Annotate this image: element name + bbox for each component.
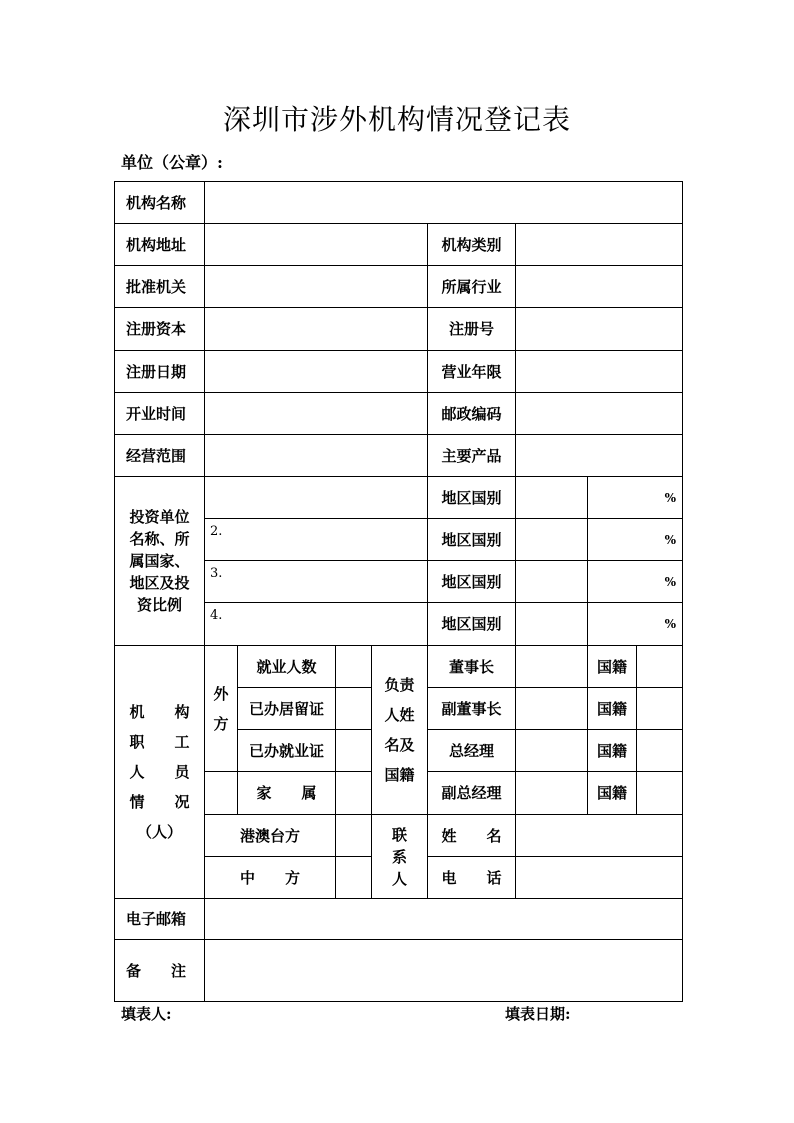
investors-label-line: 地区及投 <box>129 574 190 592</box>
residence-permit-field[interactable] <box>336 688 372 730</box>
chinese-side-label: 中 方 <box>205 857 336 899</box>
approval-authority-label: 批准机关 <box>115 266 205 308</box>
postal-code-label: 邮政编码 <box>428 393 516 435</box>
investors-label-line: 属国家、 <box>129 552 190 570</box>
investor-3-region-field[interactable] <box>516 561 588 603</box>
hk-macau-taiwan-label: 港澳台方 <box>205 815 336 857</box>
business-term-label: 营业年限 <box>428 351 516 393</box>
business-term-field[interactable] <box>516 351 683 393</box>
general-manager-nationality-field[interactable] <box>637 730 683 772</box>
org-name-field[interactable] <box>205 182 683 224</box>
org-name-label: 机构名称 <box>115 182 205 224</box>
deputy-gm-nationality-label: 国籍 <box>588 772 637 815</box>
investor-1-field[interactable] <box>205 477 428 519</box>
vice-chairman-nationality-label: 国籍 <box>588 688 637 730</box>
industry-field[interactable] <box>516 266 683 308</box>
registration-no-label: 注册号 <box>428 308 516 351</box>
investor-3-field[interactable]: 3. <box>205 561 428 603</box>
contact-name-label: 姓 名 <box>428 815 516 857</box>
staff-label <box>115 646 205 899</box>
foreign-side-char: 方 <box>213 714 229 733</box>
contact-person-char: 系 <box>391 847 407 866</box>
remarks-label: 备 注 <box>115 940 205 1002</box>
filler-label: 填表人: <box>121 1005 172 1023</box>
postal-code-field[interactable] <box>516 393 683 435</box>
work-permit-label: 已办就业证 <box>238 730 336 772</box>
contact-name-field[interactable] <box>516 815 683 857</box>
investor-4-region-field[interactable] <box>516 603 588 646</box>
chairman-nationality-label: 国籍 <box>588 646 637 688</box>
org-address-field[interactable] <box>205 224 428 266</box>
business-scope-label: 经营范围 <box>115 435 205 477</box>
contact-person-char: 联 <box>391 825 407 844</box>
staff-label-line: 人 员 <box>129 763 190 781</box>
investor-3-percent[interactable]: % <box>588 561 683 603</box>
investor-2-field[interactable]: 2. <box>205 519 428 561</box>
contact-phone-label: 电 话 <box>428 857 516 899</box>
investors-label <box>115 477 205 646</box>
contact-phone-field[interactable] <box>516 857 683 899</box>
investor-2-region-field[interactable] <box>516 519 588 561</box>
email-label: 电子邮箱 <box>115 899 205 940</box>
org-type-label: 机构类别 <box>428 224 516 266</box>
staff-label-line: 职 工 <box>129 733 190 751</box>
chairman-name-field[interactable] <box>516 646 588 688</box>
business-scope-field[interactable] <box>205 435 428 477</box>
residence-permit-label: 已办居留证 <box>238 688 336 730</box>
leaders-label-line: 负责 <box>384 676 415 694</box>
general-manager-name-field[interactable] <box>516 730 588 772</box>
general-manager-label: 总经理 <box>428 730 516 772</box>
vice-chairman-nationality-field[interactable] <box>637 688 683 730</box>
contact-person-label <box>372 815 428 899</box>
investor-1-percent[interactable]: % <box>588 477 683 519</box>
approval-authority-field[interactable] <box>205 266 428 308</box>
org-type-field[interactable] <box>516 224 683 266</box>
staff-label-line: 机 构 <box>129 703 190 721</box>
registered-capital-label: 注册资本 <box>115 308 205 351</box>
registration-no-field[interactable] <box>516 308 683 351</box>
foreign-side-blank <box>205 772 238 815</box>
investors-label-line: 资比例 <box>136 596 182 614</box>
vice-chairman-label: 副董事长 <box>428 688 516 730</box>
deputy-gm-label: 副总经理 <box>428 772 516 815</box>
investor-2-region-label: 地区国别 <box>428 519 516 561</box>
remarks-field[interactable] <box>205 940 683 1002</box>
form-title: 深圳市涉外机构情况登记表 <box>222 103 571 136</box>
org-address-label: 机构地址 <box>115 224 205 266</box>
investor-1-region-label: 地区国别 <box>428 477 516 519</box>
registered-capital-field[interactable] <box>205 308 428 351</box>
chairman-nationality-field[interactable] <box>637 646 683 688</box>
main-products-label: 主要产品 <box>428 435 516 477</box>
staff-label-line: 情 况 <box>129 793 190 811</box>
investor-4-field[interactable]: 4. <box>205 603 428 646</box>
employed-count-label: 就业人数 <box>238 646 336 688</box>
family-members-field[interactable] <box>336 772 372 815</box>
investors-label-line: 投资单位 <box>129 508 190 526</box>
employed-count-field[interactable] <box>336 646 372 688</box>
leaders-label <box>372 646 428 815</box>
leaders-label-line: 人姓 <box>384 706 415 724</box>
main-products-field[interactable] <box>516 435 683 477</box>
registration-form-table <box>114 181 683 1002</box>
investor-4-region-label: 地区国别 <box>428 603 516 646</box>
contact-person-char: 人 <box>391 869 407 888</box>
chairman-label: 董事长 <box>428 646 516 688</box>
deputy-gm-nationality-field[interactable] <box>637 772 683 815</box>
leaders-label-line: 国籍 <box>384 766 415 784</box>
chinese-side-field[interactable] <box>336 857 372 899</box>
hk-macau-taiwan-field[interactable] <box>336 815 372 857</box>
opening-date-field[interactable] <box>205 393 428 435</box>
investor-2-percent[interactable]: % <box>588 519 683 561</box>
work-permit-field[interactable] <box>336 730 372 772</box>
deputy-gm-name-field[interactable] <box>516 772 588 815</box>
foreign-side-char: 外 <box>213 684 229 703</box>
investor-4-percent[interactable]: % <box>588 603 683 646</box>
unit-seal-label: 单位（公章）: <box>121 153 223 172</box>
email-field[interactable] <box>205 899 683 940</box>
industry-label: 所属行业 <box>428 266 516 308</box>
investor-3-region-label: 地区国别 <box>428 561 516 603</box>
opening-date-label: 开业时间 <box>115 393 205 435</box>
family-members-label: 家 属 <box>238 772 336 815</box>
investor-1-region-field[interactable] <box>516 477 588 519</box>
registration-date-label: 注册日期 <box>115 351 205 393</box>
general-manager-nationality-label: 国籍 <box>588 730 637 772</box>
fill-date-label: 填表日期: <box>505 1005 571 1023</box>
investors-label-line: 名称、所 <box>129 530 190 548</box>
staff-label-line: （人） <box>136 823 182 841</box>
foreign-side-label <box>205 646 238 772</box>
leaders-label-line: 名及 <box>384 736 415 754</box>
vice-chairman-name-field[interactable] <box>516 688 588 730</box>
registration-date-field[interactable] <box>205 351 428 393</box>
